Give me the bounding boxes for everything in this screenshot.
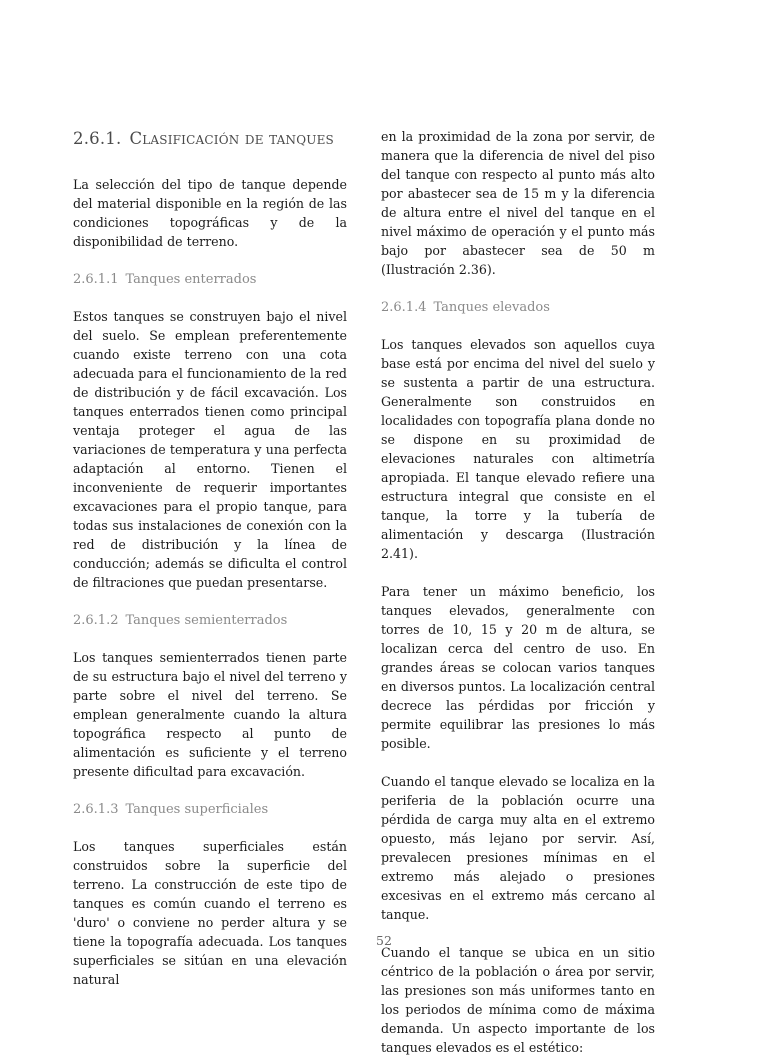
elevados-paragraph-4: Cuando el tanque se ubica en un sitio céntrico de la población o área por servir, las presiones son más uniformes tanto en los periodos de mínima como de máxima demanda. Un aspecto importante de los tanques elevados es el estético: bbox=[381, 945, 655, 1055]
subsection-title: Tanques enterrados bbox=[125, 272, 257, 287]
subsection-number: 2.6.1.1 bbox=[73, 272, 119, 287]
right-column bbox=[381, 127, 655, 1057]
superficiales-continuation-paragraph: en la proximidad de la zona por servir, de manera que la diferencia de nivel del piso del tanque con respecto al punto más alto por abastecer sea de 15 m y la diferencia de altura entre el nivel del tanque en el nivel máximo de operación y el punto más bajo por abastecer sea de 50 m (Ilustración 2.36). bbox=[381, 129, 655, 277]
elevados-paragraph-3: Cuando el tanque elevado se localiza en la periferia de la población ocurre una pérdida de carga muy alta en el extremo opuesto, más lejano por servir. Así, prevalecen presiones mínimas en el extremo más alejado o presiones excesivas en el extremo más cercano al tanque. bbox=[381, 774, 655, 922]
section-number: 2.6.1. bbox=[73, 129, 122, 148]
elevados-paragraph-1: Los tanques elevados son aquellos cuya base está por encima del nivel del suelo y se sustenta a partir de una estructura. Generalmente son construidos en localidades con topografía plana donde no se dispone en su proximidad de elevaciones naturales con altimetría apropiada. El tanque elevado refiere una estructura integral que consiste en el tanque, la torre y la tubería de alimentación y descarga (Ilustración 2.41). bbox=[381, 337, 655, 561]
subsection-number: 2.6.1.2 bbox=[73, 613, 119, 628]
elevados-paragraph-2: Para tener un máximo beneficio, los tanques elevados, generalmente con torres de 10, 15 y 20 m de altura, se localizan cerca del centro de uso. En grandes áreas se colocan varios tanques en diversos puntos. La localización central decrece las pérdidas por fricción y permite equilibrar las presiones lo más posible. bbox=[381, 584, 655, 751]
subsection-heading-semienterrados bbox=[73, 611, 347, 630]
subsection-heading-superficiales bbox=[73, 800, 347, 819]
subsection-title: Tanques semienterrados bbox=[125, 613, 288, 628]
section-intro-paragraph: La selección del tipo de tanque depende del material disponible en la región de las condiciones topográficas y de la disponibilidad de terreno. bbox=[73, 177, 347, 249]
superficiales-paragraph: Los tanques superficiales están construidos sobre la superficie del terreno. La construcción de este tipo de tanques es común cuando el terreno es 'duro' o conviene no perder altura y se tiene la topografía adecuada. Los tanques superficiales se sitúan en una elevación natural bbox=[73, 839, 347, 987]
subsection-number: 2.6.1.4 bbox=[381, 300, 427, 315]
page-number: 52 bbox=[376, 933, 392, 948]
semienterrados-paragraph: Los tanques semienterrados tienen parte de su estructura bajo el nivel del terreno y parte sobre el nivel del terreno. Se emplean generalmente cuando la altura topográfica respecto al punto de alimentación es suficiente y el terreno presente dificultad para excavación. bbox=[73, 650, 347, 779]
subsection-heading-elevados bbox=[381, 298, 655, 317]
section-heading bbox=[73, 127, 347, 151]
subsection-title: Tanques elevados bbox=[433, 300, 550, 315]
subsection-number: 2.6.1.3 bbox=[73, 802, 119, 817]
subsection-heading-enterrados bbox=[73, 270, 347, 289]
section-title: Clasificación de tanques bbox=[129, 129, 334, 148]
subsection-title: Tanques superficiales bbox=[125, 802, 269, 817]
enterrados-paragraph: Estos tanques se construyen bajo el nivel del suelo. Se emplean preferentemente cuando existe terreno con una cota adecuada para el funcionamiento de la red de distribución y de fácil excavación. Los tanques enterrados tienen como principal ventaja proteger el agua de las variaciones de temperatura y una perfecta adaptación al entorno. Tienen el inconveniente de requerir importantes excavaciones para el propio tanque, para todas sus instalaciones de conexión con la red de distribución y la línea de conducción; además se dificulta el control de filtraciones que puedan presentarse. bbox=[73, 309, 347, 590]
left-column bbox=[73, 127, 347, 989]
